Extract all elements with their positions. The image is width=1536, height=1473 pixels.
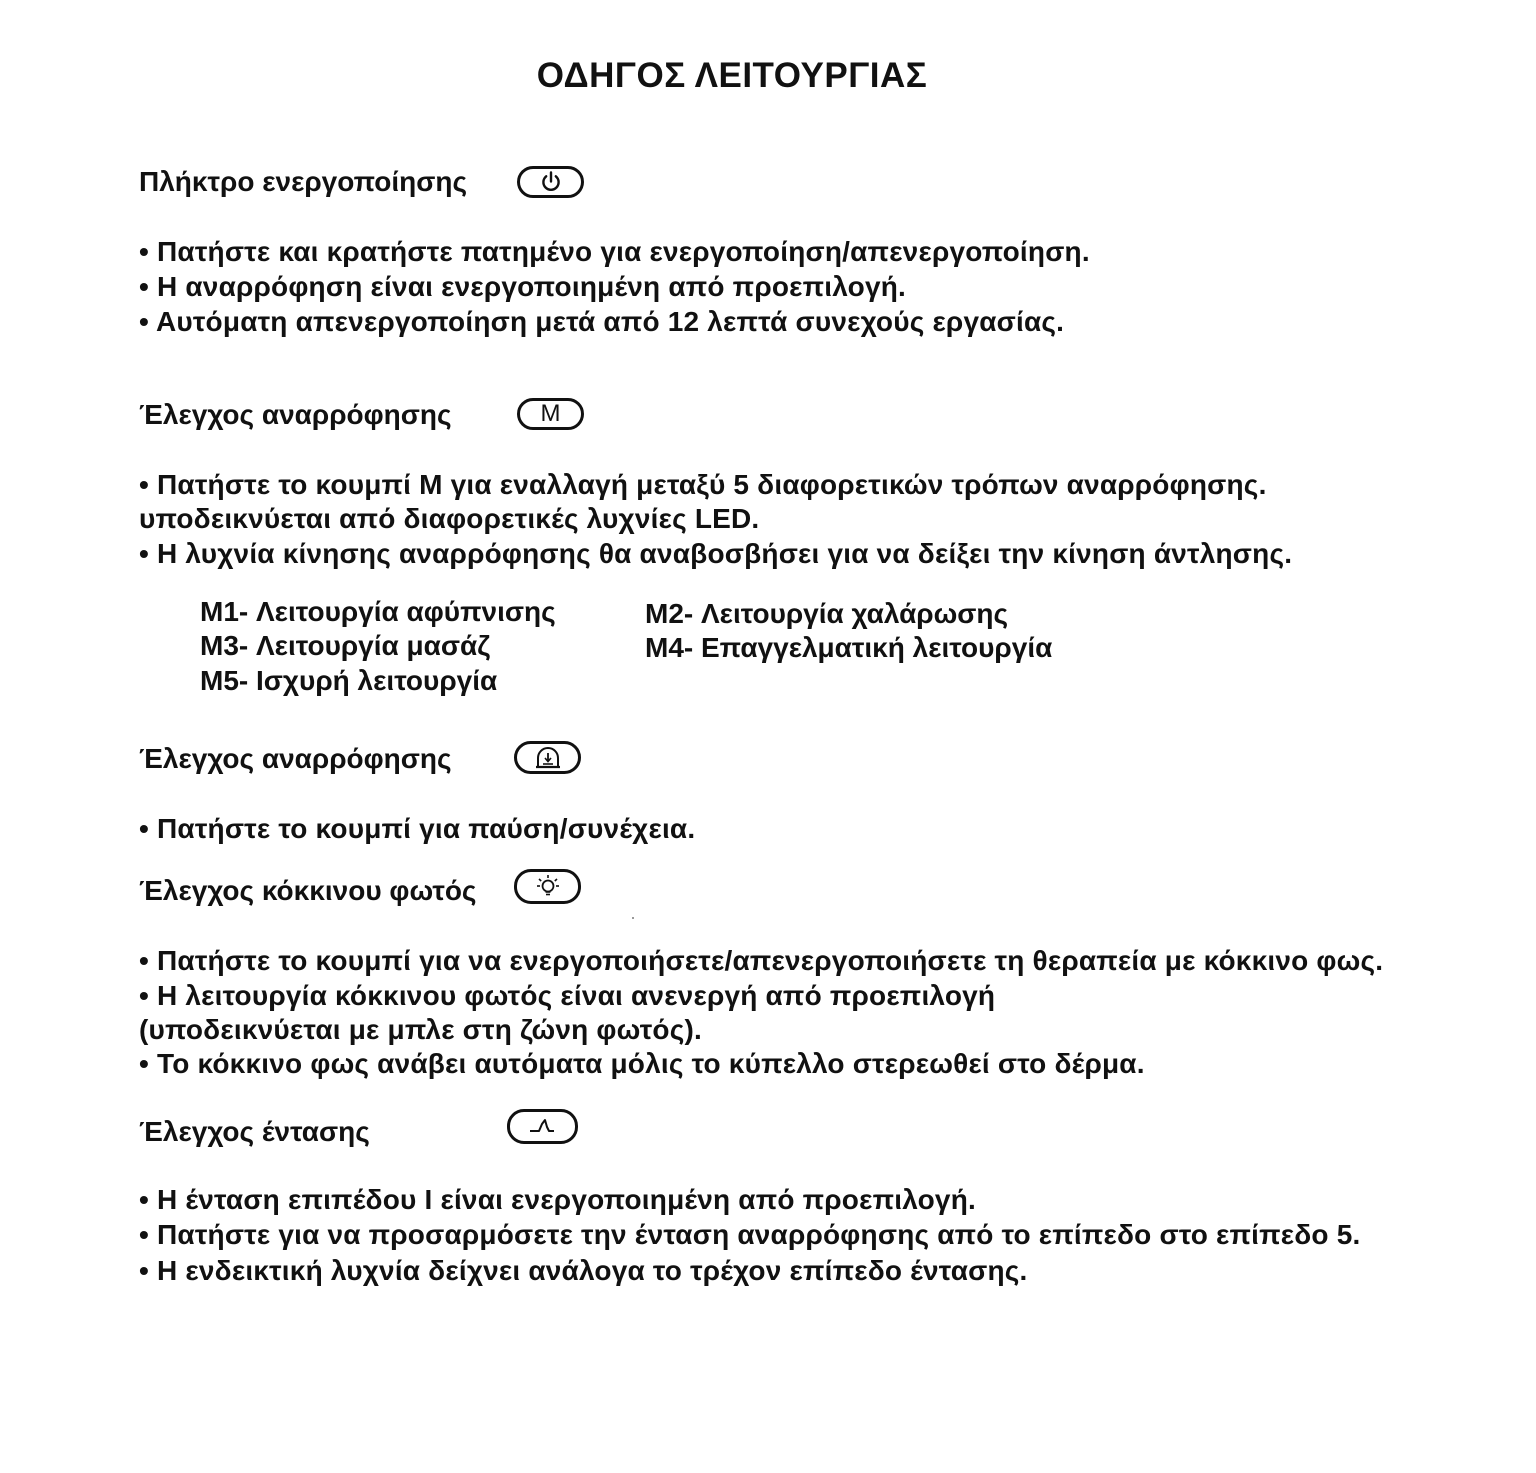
- mode-m4: M4- Επαγγελματική λειτουργία: [645, 632, 1053, 663]
- red-light-key-button: [514, 869, 581, 904]
- suction-bullet-1: • Πατήστε το κουμπί M για εναλλαγή μεταξύ 5 διαφορετικών τρόπων αναρρόφησης.: [139, 469, 1267, 500]
- intensity-pulse-icon: [527, 1115, 559, 1139]
- power-key-button: [517, 166, 584, 198]
- power-bullet-1: • Πατήστε και κρατήστε πατημένο για ενεργοποίηση/απενεργοποίηση.: [139, 236, 1090, 267]
- power-bullet-3: • Αυτόματη απενεργοποίηση μετά από 12 λεπτά συνεχούς εργασίας.: [139, 306, 1065, 337]
- red-light-bullet-4: • Το κόκκινο φως ανάβει αυτόματα μόλις το κύπελλο στερεωθεί στο δέρμα.: [139, 1048, 1145, 1079]
- mode-m5: M5- Ισχυρή λειτουργία: [200, 665, 498, 696]
- intensity-bullet-3: • Η ενδεικτική λυχνία δείχνει ανάλογα το τρέχον επίπεδο έντασης.: [139, 1255, 1028, 1286]
- pause-bullet-1: • Πατήστε το κουμπί για παύση/συνέχεια.: [139, 813, 696, 844]
- light-bulb-icon: [534, 873, 562, 901]
- power-icon: [539, 170, 563, 194]
- intensity-bullet-1: • Η ένταση επιπέδου I είναι ενεργοποιημένη από προεπιλογή.: [139, 1184, 976, 1215]
- power-bullet-2: • Η αναρρόφηση είναι ενεργοποιημένη από προεπιλογή.: [139, 271, 907, 302]
- intensity-key-button: [507, 1109, 578, 1144]
- suction-bullet-3: • Η λυχνία κίνησης αναρρόφησης θα αναβοσβήσει για να δείξει την κίνηση άντλησης.: [139, 538, 1293, 569]
- page-title: ΟΔΗΓΟΣ ΛΕΙΤΟΥΡΓΙΑΣ: [536, 56, 928, 95]
- suction-bullet-2: υποδεικνύεται από διαφορετικές λυχνίες LED.: [139, 503, 760, 534]
- red-light-bullet-3: (υποδεικνύεται με μπλε στη ζώνη φωτός).: [139, 1014, 702, 1045]
- suction-pause-icon: [533, 745, 563, 771]
- intensity-bullet-2: • Πατήστε για να προσαρμόσετε την ένταση αναρρόφησης από το επίπεδο στο επίπεδο 5.: [139, 1219, 1361, 1250]
- power-key-heading: Πλήκτρο ενεργοποίησης: [139, 166, 468, 197]
- intensity-heading: Έλεγχος έντασης: [139, 1116, 370, 1147]
- suction-mode-heading: Έλεγχος αναρρόφησης: [139, 399, 452, 430]
- red-light-heading: Έλεγχος κόκκινου φωτός: [139, 875, 477, 906]
- suction-pause-heading: Έλεγχος αναρρόφησης: [139, 743, 452, 774]
- red-light-bullet-2: • Η λειτουργία κόκκινου φωτός είναι ανενεργή από προεπιλογή: [139, 980, 996, 1011]
- scan-speck: [632, 917, 634, 919]
- suction-pause-key-button: [514, 741, 581, 774]
- mode-m-key-button: [517, 398, 584, 430]
- mode-m2: M2- Λειτουργία χαλάρωσης: [645, 598, 1009, 629]
- mode-m1: M1- Λειτουργία αφύπνισης: [200, 596, 556, 627]
- red-light-bullet-1: • Πατήστε το κουμπί για να ενεργοποιήσετε/απενεργοποιήσετε τη θεραπεία με κόκκινο φως.: [139, 945, 1384, 976]
- mode-m3: M3- Λειτουργία μασάζ: [200, 630, 491, 661]
- m-key-icon: M: [540, 400, 561, 427]
